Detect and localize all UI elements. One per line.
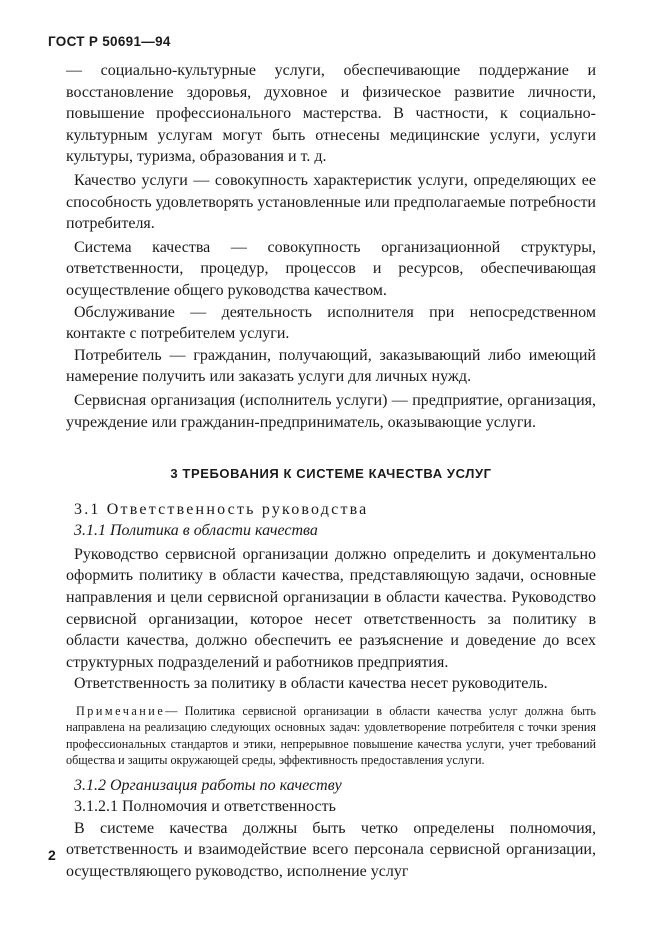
section-3-1-1-heading: 3.1.1 Политика в области качества	[74, 522, 318, 540]
page-number: 2	[48, 847, 56, 863]
definition-consumer: Потребитель — гражданин, получающий, заказывающий либо имеющий намерение получить или заказать услуги для личных нужд.	[66, 346, 596, 386]
standard-header: ГОСТ Р 50691—94	[48, 34, 171, 49]
definition-quality-system: Система качества — совокупность организационной структуры, ответственности, процедур, процессов и ресурсов, обеспечивающая осуществление общего руководства качеством.	[66, 238, 596, 299]
authority-responsibility-paragraph: В системе качества должны быть четко определены полномочия, ответственность и взаимодействие всего персонала сервисной организации, осуществляющего руководство, исполнение услуг	[66, 819, 596, 881]
note	[66, 703, 596, 769]
quality-policy-responsibility: Ответственность за политику в области качества несет руководитель.	[74, 675, 548, 693]
definition-service-organization: Сервисная организация (исполнитель услуги) — предприятие, организация, учреждение или гражданин-предприниматель, оказывающие услуги.	[66, 391, 596, 431]
definition-service-quality: Качество услуги — совокупность характеристик услуги, определяющих ее способность удовлетворять установленные или предполагаемые потребности потребителя.	[66, 171, 596, 233]
document-body	[66, 60, 596, 883]
section-3-1-2-heading: 3.1.2 Организация работы по качеству	[74, 776, 342, 794]
definition-sociocultural-services: — социально-культурные услуги, обеспечивающие поддержание и восстановление здоровья, духовное и физическое развитие личности, повышение профессионального мастерства. В частности, к социально-культурным услугам могут быть отнесены медицинские услуги, услуги культуры, туризма, образования и т. д.	[66, 62, 596, 166]
note-label: Примечание	[76, 704, 166, 719]
definition-servicing: Обслуживание — деятельность исполнителя при непосредственном контакте с потребителем услуги.	[66, 303, 596, 343]
quality-policy-paragraph: Руководство сервисной организации должно определить и документально оформить политику в области качества, представляющую задачи, основные направления и цели сервисной организации в области качества. Руководство сервисной организации, которое несет ответственность за политику в области качества, должно обеспечить ее разъяснение и доведение до всех структурных подразделений и работников предприятия.	[66, 545, 596, 671]
section-3-1-2-1-heading: 3.1.2.1 Полномочия и ответственность	[74, 798, 336, 816]
section-3-1-heading: 3.1 Ответственность руководства	[74, 500, 369, 518]
note-text: — Политика сервисной организации в области качества услуг должна быть направлена на реализацию следующих основных задач: удовлетворение потребителя с точки зрения профессиональных стандартов и этики, непрерывное повышение качества услуги, учет требований общества и защиты окружающей среды, эффективность предоставления услуги.	[66, 704, 596, 768]
section-3-heading: 3 ТРЕБОВАНИЯ К СИСТЕМЕ КАЧЕСТВА УСЛУГ	[170, 466, 492, 482]
